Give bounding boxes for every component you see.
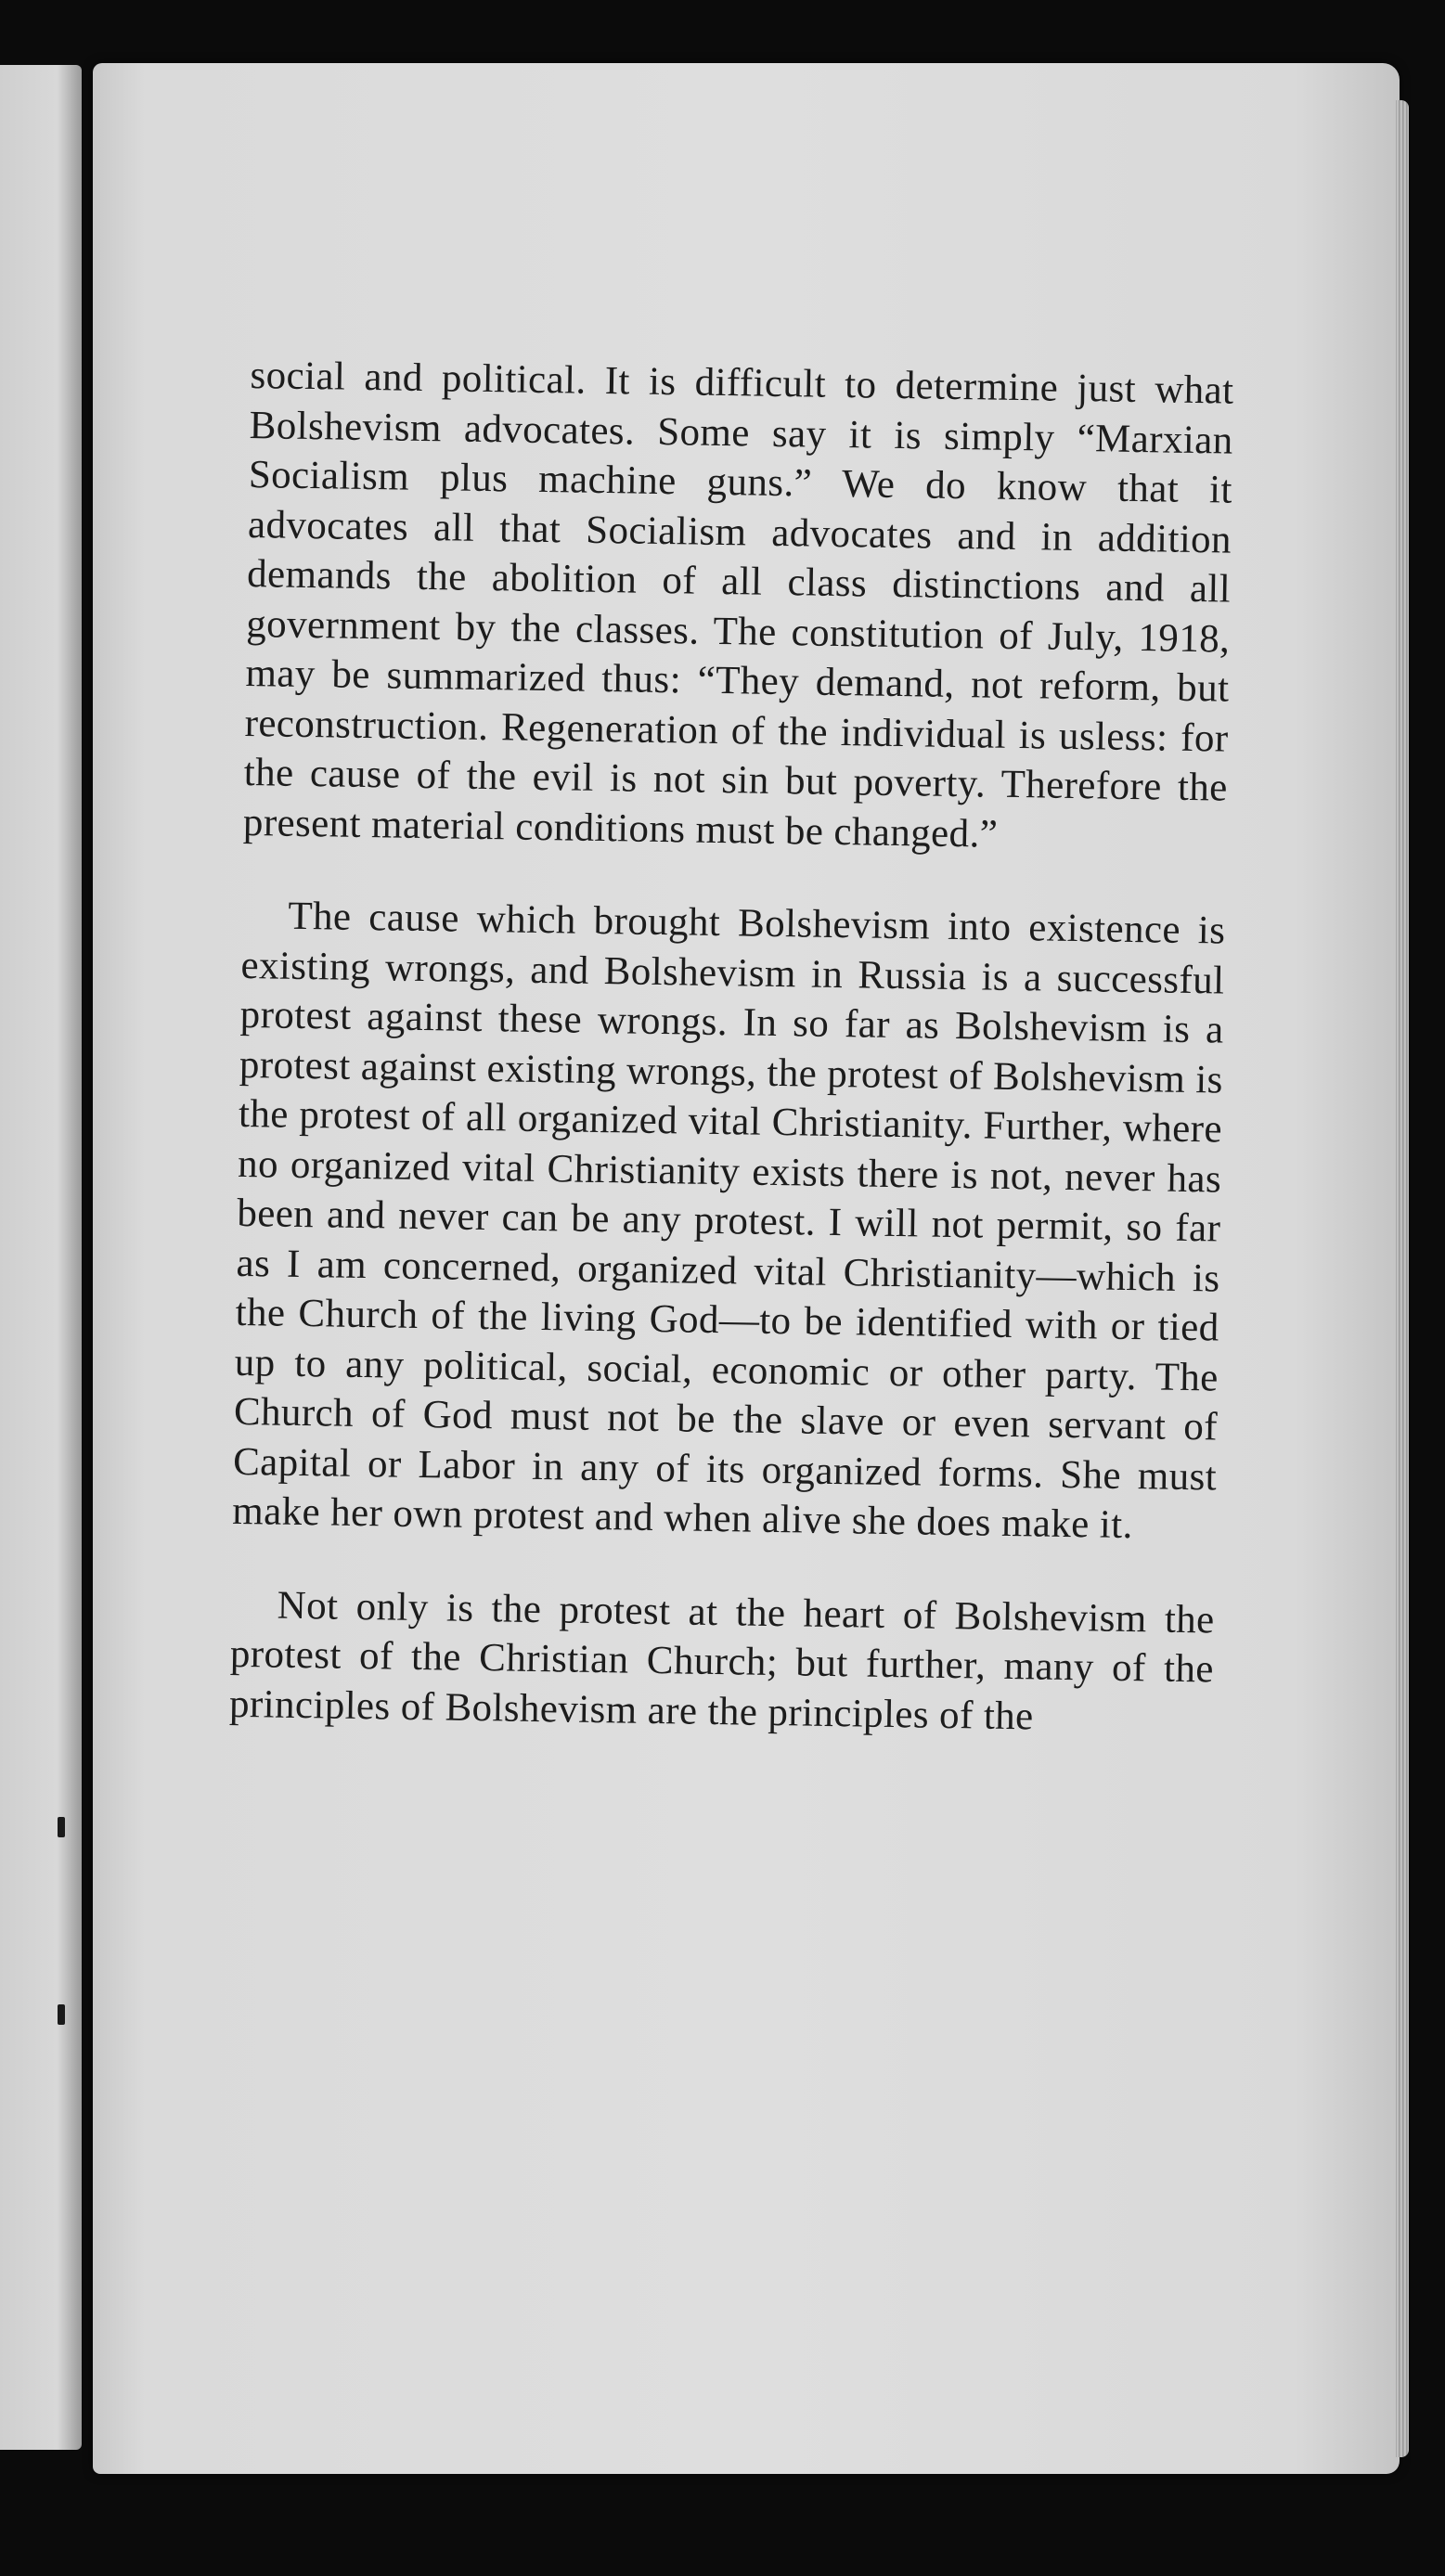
book-page <box>93 63 1400 2474</box>
paragraph-2: The cause which brought Bolshevism into existence is existing wrongs, and Bolshevism in Russia is a successful protest against these wrongs. In so far as Bolshevism is a protest against existing wrongs, the protest of Bolshevism is the protest of all organized vital Christianity. Further, where no organized vital Christianity exists there is not, never has been and never can be any protest. I will not permit, so far as I am concerned, organized vital Christianity—which is the Church of the living God—to be identified with or tied up to any political, social, economic or other party. The Church of God must not be the slave or even servant of Capital or Labor in any of its organized forms. She must make her own protest and when alive she does make it. <box>231 894 1226 1548</box>
paragraph-3: Not only is the protest at the heart of Bolshevism the protest of the Christian Church; but further, many of the principles of Bolshevism are the principles of the <box>228 1583 1216 1738</box>
binding-mark <box>58 2004 65 2025</box>
page-text <box>228 351 1234 1787</box>
left-page-edge <box>0 65 82 2450</box>
paragraph-1: social and political. It is difficult to determine just what Bolshevism advocates. Some say it is simply “Marxian Socialism plus machine guns.” We do know that it advocates all that Socialism advocates and in addition demands the abolition of all class distinctions and all government by the classes. The constitution of July, 1918, may be summarized thus: “They demand, not reform, but reconstruction. Regeneration of the individual is usless: for the cause of the evil is not sin but poverty. Therefore the present material conditions must be changed.” <box>242 353 1234 857</box>
page-stack-edge <box>1396 100 1409 2457</box>
binding-mark <box>58 1817 65 1837</box>
